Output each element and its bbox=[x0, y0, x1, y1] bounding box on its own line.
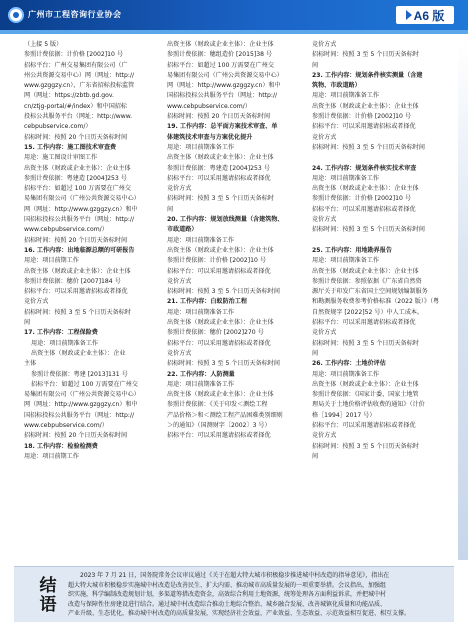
text-line: 招标平台：可以采用邀请招标或者择优 bbox=[312, 123, 416, 131]
text-line: 参照计费依据：计价格 [2002]10 号 bbox=[167, 257, 266, 265]
section-heading-text: 17. 工作内容：工程保险费 bbox=[24, 329, 98, 337]
text-line: 招标平台：可以采用邀请招标或者择优 bbox=[167, 432, 271, 440]
text-line: 用途：项目前期工作 bbox=[24, 257, 79, 265]
text-line: cebpubservice.com/） bbox=[24, 123, 92, 131]
text-line: 间 bbox=[24, 319, 31, 327]
text-column-right bbox=[312, 40, 452, 462]
text-line: 竞价方式 bbox=[312, 41, 337, 48]
text-line: 出资主体（财政或企业主体）：企业主体 bbox=[312, 380, 419, 388]
text-line: 出资主体（财政或企业主体）：企业主体 bbox=[167, 41, 274, 48]
text-line: 用途：项目前期准备工作 bbox=[167, 143, 235, 151]
text-line: 网（网址：http://www.gzggzy.cn）和中 bbox=[24, 401, 138, 409]
text-line: 用途：施工图设计审图工作 bbox=[24, 154, 98, 162]
section-heading-text: 24. 工作内容：规划条件核实技术审查 bbox=[312, 164, 417, 172]
section-heading-text: 23. 工作内容：规划条件核实测量（含建 bbox=[312, 71, 423, 79]
section-heading bbox=[312, 246, 452, 256]
conclusion-text bbox=[68, 571, 448, 619]
text-line: 参照计费依据：《国家计委、国家土地管 bbox=[312, 391, 419, 399]
text-line: ＞的通知》（国测财字〔2002〕3 号） bbox=[167, 421, 271, 429]
text-line: 易集团有限公司（广州公共资源交易中心） bbox=[24, 391, 140, 399]
section-heading-text: 筑物、市政道路） bbox=[312, 82, 361, 90]
text-line: 招标时间：按照 3 至 5 个日历天备标时 bbox=[312, 51, 419, 59]
text-line: 招标平台：可以采用邀请招标或者择优 bbox=[24, 288, 128, 296]
text-line: 州公共资源交易中心）网（网址：http:// bbox=[24, 71, 135, 79]
conclusion-line: 产业升级、生态优化，推动城中村改造的高质量发展，实现经济社会效益、产业效益、生态效益、示范效益相互促进、相互支撑。 bbox=[68, 610, 411, 618]
text-line: 竞价方式 bbox=[167, 185, 192, 193]
section-heading-text: 19. 工作内容：总平面方案技术审查、单 bbox=[167, 123, 278, 131]
header-stripe bbox=[0, 30, 468, 34]
text-line: 出资主体（财政或企业主体）：企业主体 bbox=[312, 185, 419, 193]
section-heading bbox=[24, 328, 164, 338]
text-line: 招标平台：如超过 100 万需要在广州交 bbox=[167, 61, 274, 69]
text-line: 格［1994］2017 号） bbox=[312, 411, 376, 419]
text-line: 自然资规字 [2022]52 号）中人工成本。 bbox=[312, 308, 424, 316]
text-line: 竞价方式 bbox=[167, 349, 192, 357]
text-line: 用途：项目前期工作 bbox=[24, 452, 79, 460]
text-line: 参照计费依据：粤建造 [2004]253 号 bbox=[167, 164, 270, 172]
text-line: 参照计费依据：粤建造 [2004]253 号 bbox=[24, 174, 127, 182]
text-line: 易集团有限公司（广州公共资源交易中心） bbox=[167, 71, 283, 79]
text-line: 招标时间：按照 20 个日历天备标时间 bbox=[24, 236, 128, 244]
page-number-tag bbox=[396, 6, 454, 24]
section-heading-text: 市政道路） bbox=[167, 226, 198, 234]
text-line: 参照计费依据：粤建 [2013]131 号 bbox=[31, 370, 128, 378]
text-line: 招标平台：可以采用邀请招标或者择优 bbox=[312, 319, 416, 327]
text-line: 出资主体（财政或企业主体）：企业主体 bbox=[167, 154, 274, 162]
section-heading bbox=[167, 370, 307, 380]
text-line: 招标平台：广州交易集团有限公司（广 bbox=[24, 61, 128, 69]
arrow-icon bbox=[406, 10, 412, 20]
text-line: 和勘测服务收费参考价格标准（2022 版）》（粤 bbox=[312, 298, 440, 306]
section-heading bbox=[167, 225, 307, 235]
text-line: 间 bbox=[312, 349, 319, 357]
header-title: 广州市工程咨询行业协会 bbox=[28, 10, 122, 19]
text-line: 间 bbox=[312, 61, 319, 69]
text-line: 间 bbox=[312, 452, 319, 460]
text-line: 国招标投标公共服务平台（网址：http:// bbox=[24, 216, 135, 224]
text-line: 产品价格＞和＜测绘工程产品困难类别细则 bbox=[167, 411, 283, 419]
section-heading bbox=[167, 133, 307, 143]
decorative-edge bbox=[458, 40, 468, 560]
text-line: 用途：项目前期准备工作 bbox=[312, 370, 380, 378]
text-line: 参照计费依据：穗价 [2007]184 号 bbox=[24, 277, 121, 285]
section-heading-text: 18. 工作内容：检验检测费 bbox=[24, 442, 98, 450]
section-heading bbox=[167, 215, 307, 225]
text-line: 出资主体（财政或企业主体）：企业主体 bbox=[167, 319, 274, 327]
text-line: www.cebpubservice.com/） bbox=[167, 102, 251, 110]
text-line: 国招标投标公共服务平台（网址：http:// bbox=[167, 92, 278, 100]
text-line: 用途：项目前期准备工作 bbox=[167, 380, 235, 388]
text-line: 招标时间：按照 3 至 5 个日历天备标时间 bbox=[167, 288, 281, 296]
text-line: 用途：项目前期准备工作 bbox=[312, 174, 380, 182]
conclusion-line: 织实施，科学编制改造规划计划，多渠道筹措改造资金，高效综合利用土地资源，统筹处理各方面利益诉求，并把城中村 bbox=[68, 591, 387, 599]
text-line: 出资主体（财政或企业主体）：企业主体 bbox=[167, 246, 274, 254]
text-line: 主体 bbox=[24, 360, 37, 368]
text-line bbox=[312, 153, 452, 163]
text-line: 网（网址：https://zbtb.gd.gov. bbox=[24, 92, 114, 100]
text-line: 出资主体（财政或企业主体）：企业主体 bbox=[24, 267, 131, 275]
text-line: 招标平台：如超过 100 万需要在广州交 bbox=[31, 380, 138, 388]
conclusion-line: 2023 年 7 月 21 日，国务院常务会议审议通过《关于在超大特大城市积极稳步推进城中村改造的指导意见》，指出在 bbox=[68, 572, 390, 579]
section-heading bbox=[167, 297, 307, 307]
text-column-middle bbox=[167, 40, 307, 442]
text-line: 参照计费依据：计价格 [2002]10 号 bbox=[312, 195, 411, 203]
text-line: 招标时间：按照 3 至 5 个日历天备标时 bbox=[312, 339, 419, 347]
text-line: 参照计费依据：《关于印发＜测绘工程 bbox=[167, 401, 268, 409]
text-line: 参照计费依据：计价格 [2002]10 号 bbox=[312, 113, 411, 121]
section-heading bbox=[24, 442, 164, 452]
text-line: 投标公共服务平台（网址：http://www. bbox=[24, 113, 133, 121]
text-line: 参照计费依据：参照依据《广东省自然资 bbox=[312, 277, 422, 285]
text-line: 招标时间：按照 20 个日历天备标时间 bbox=[24, 133, 128, 141]
text-line: 招标平台：可以采用邀请招标或者择优 bbox=[167, 339, 271, 347]
text-line: 用途：项目前期准备工作 bbox=[31, 339, 99, 347]
page-number: A6 版 bbox=[413, 8, 445, 23]
text-line: 用途：项目前期准备工作 bbox=[167, 308, 235, 316]
text-line: cn/ztjg-portal/#/index）和中国招标 bbox=[24, 102, 127, 110]
text-line: 招标时间：按照 3 至 5 个日历天备标时间 bbox=[312, 143, 426, 151]
text-line: 国招标投标公共服务平台（网址：http:// bbox=[24, 411, 135, 419]
text-line: www.gzggzy.cn），广东省招标投标监管 bbox=[24, 82, 135, 90]
text-line: 竞价方式 bbox=[312, 216, 337, 224]
text-line bbox=[312, 236, 452, 246]
text-line: 招标时间：按照 3 至 5 个日历天备标时 bbox=[167, 195, 274, 203]
text-line: 参照计费依据：穗价 [2002]270 号 bbox=[167, 329, 264, 337]
section-heading bbox=[312, 164, 452, 174]
text-line: 招标平台：可以采用邀请招标或者择优 bbox=[167, 174, 271, 182]
section-heading-text: 体建筑技术审查与方案优化提升 bbox=[167, 133, 253, 141]
text-line: 竞价方式 bbox=[312, 133, 337, 141]
text-line: 竞价方式 bbox=[167, 277, 192, 285]
text-line: 竞价方式 bbox=[312, 432, 337, 440]
text-line: 招标时间：按照 3 至 5 个日历天备标时 bbox=[312, 442, 419, 450]
section-heading-text: 20. 工作内容：规划放线测量（含建筑物、 bbox=[167, 216, 284, 224]
section-heading-text: 25. 工作内容：用地勘界报告 bbox=[312, 246, 392, 254]
text-line: www.cebpubservice.com/） bbox=[24, 226, 108, 234]
section-heading-text: 22. 工作内容：人防测量 bbox=[167, 370, 235, 378]
section-heading bbox=[24, 246, 164, 256]
text-line: 易集团有限公司（广州公共资源交易中心） bbox=[24, 195, 140, 203]
text-line: 用途：项目前期准备工作 bbox=[312, 92, 380, 100]
text-line: 招标平台：可以采用邀请招标或者择优 bbox=[312, 205, 416, 213]
text-line: 网（网址：http://www.gzggzy.cn）和中 bbox=[24, 205, 138, 213]
text-column-left bbox=[24, 40, 164, 462]
section-heading bbox=[312, 359, 452, 369]
section-heading-text: 16. 工作内容：出地临源总额的可研报告 bbox=[24, 246, 135, 254]
text-line: 招标时间：按照 3 至 5 个日历天备标时 bbox=[24, 308, 131, 316]
text-line: 招标时间：按照 20 个日历天备标时间 bbox=[167, 113, 271, 121]
text-line: 出资主体（财政或企业主体）：企业主体 bbox=[167, 391, 274, 399]
conclusion-box bbox=[14, 566, 454, 622]
text-line: 招标时间：按照 3 至 5 个日历天备标时间 bbox=[312, 226, 426, 234]
section-heading-text: 21. 工作内容：白蚁防治工程 bbox=[167, 298, 247, 306]
text-line: 出资主体（财政或企业主体）：企业主体 bbox=[24, 164, 131, 172]
section-heading bbox=[312, 71, 452, 81]
section-heading bbox=[167, 122, 307, 132]
conclusion-line: 改造与保障性住房建设进行结合。通过城中村改造综合推动土地综合整治、城乡融合发展、改善城镇化质量和功能品质、 bbox=[68, 600, 387, 608]
text-line: 出资主体（财政或企业主体）：企业主体 bbox=[312, 102, 419, 110]
section-heading bbox=[24, 143, 164, 153]
text-line: 招标平台：可以采用邀请招标或者择优 bbox=[312, 421, 416, 429]
conclusion-label: 结语 bbox=[39, 576, 57, 615]
text-line: 参照计费依据：穗组造价 [2015]38 号 bbox=[167, 51, 273, 59]
text-line: 招标平台：可以采用邀请招标或者择优 bbox=[167, 267, 271, 275]
text-line: 竞价方式 bbox=[312, 329, 337, 337]
text-line: 参照计费依据：计价格 [2002]10 号 bbox=[24, 51, 123, 59]
text-line: 用途：项目前期准备工作 bbox=[167, 236, 235, 244]
association-logo-icon bbox=[8, 7, 24, 23]
text-line: 源厅关于印发广东省国土空间规划编制服务 bbox=[312, 288, 428, 296]
section-heading bbox=[312, 81, 452, 91]
text-line: 网（网址：http://www.gzggzy.cn）和中 bbox=[167, 82, 281, 90]
text-line: 出资主体（财政或企业主体）：企业主体 bbox=[312, 267, 419, 275]
text-line: 用途：项目前期准备工作 bbox=[312, 257, 380, 265]
text-line: 出资主体（财政或企业主体）：企业 bbox=[31, 349, 126, 357]
text-line: 间 bbox=[167, 205, 174, 213]
text-line: 招标时间：按照 20 个日历天备标时间 bbox=[24, 432, 128, 440]
conclusion-line: 超大特大城市积极稳步实施城中村改造是改善民生、扩大内需、推动城市高质量发展的一项重要举措。会议指出，加强组 bbox=[68, 581, 387, 589]
section-heading-text: 26. 工作内容：土地价评估 bbox=[312, 360, 386, 368]
text-line: 理局关于土地价格评估收费的通知》（计价 bbox=[312, 401, 425, 409]
text-line: 竞价方式 bbox=[24, 298, 49, 306]
text-line: 招标时间：按照 3 至 5 个日历天备标时间 bbox=[167, 360, 281, 368]
page-header bbox=[0, 0, 468, 30]
text-line: 招标平台：如超过 100 万需要在广州交 bbox=[24, 185, 131, 193]
section-heading-text: 15. 工作内容：施工图技术审查费 bbox=[24, 143, 117, 151]
text-line: www.cebpubservice.com/） bbox=[24, 421, 108, 429]
text-line: （上接 5 版） bbox=[24, 41, 63, 48]
